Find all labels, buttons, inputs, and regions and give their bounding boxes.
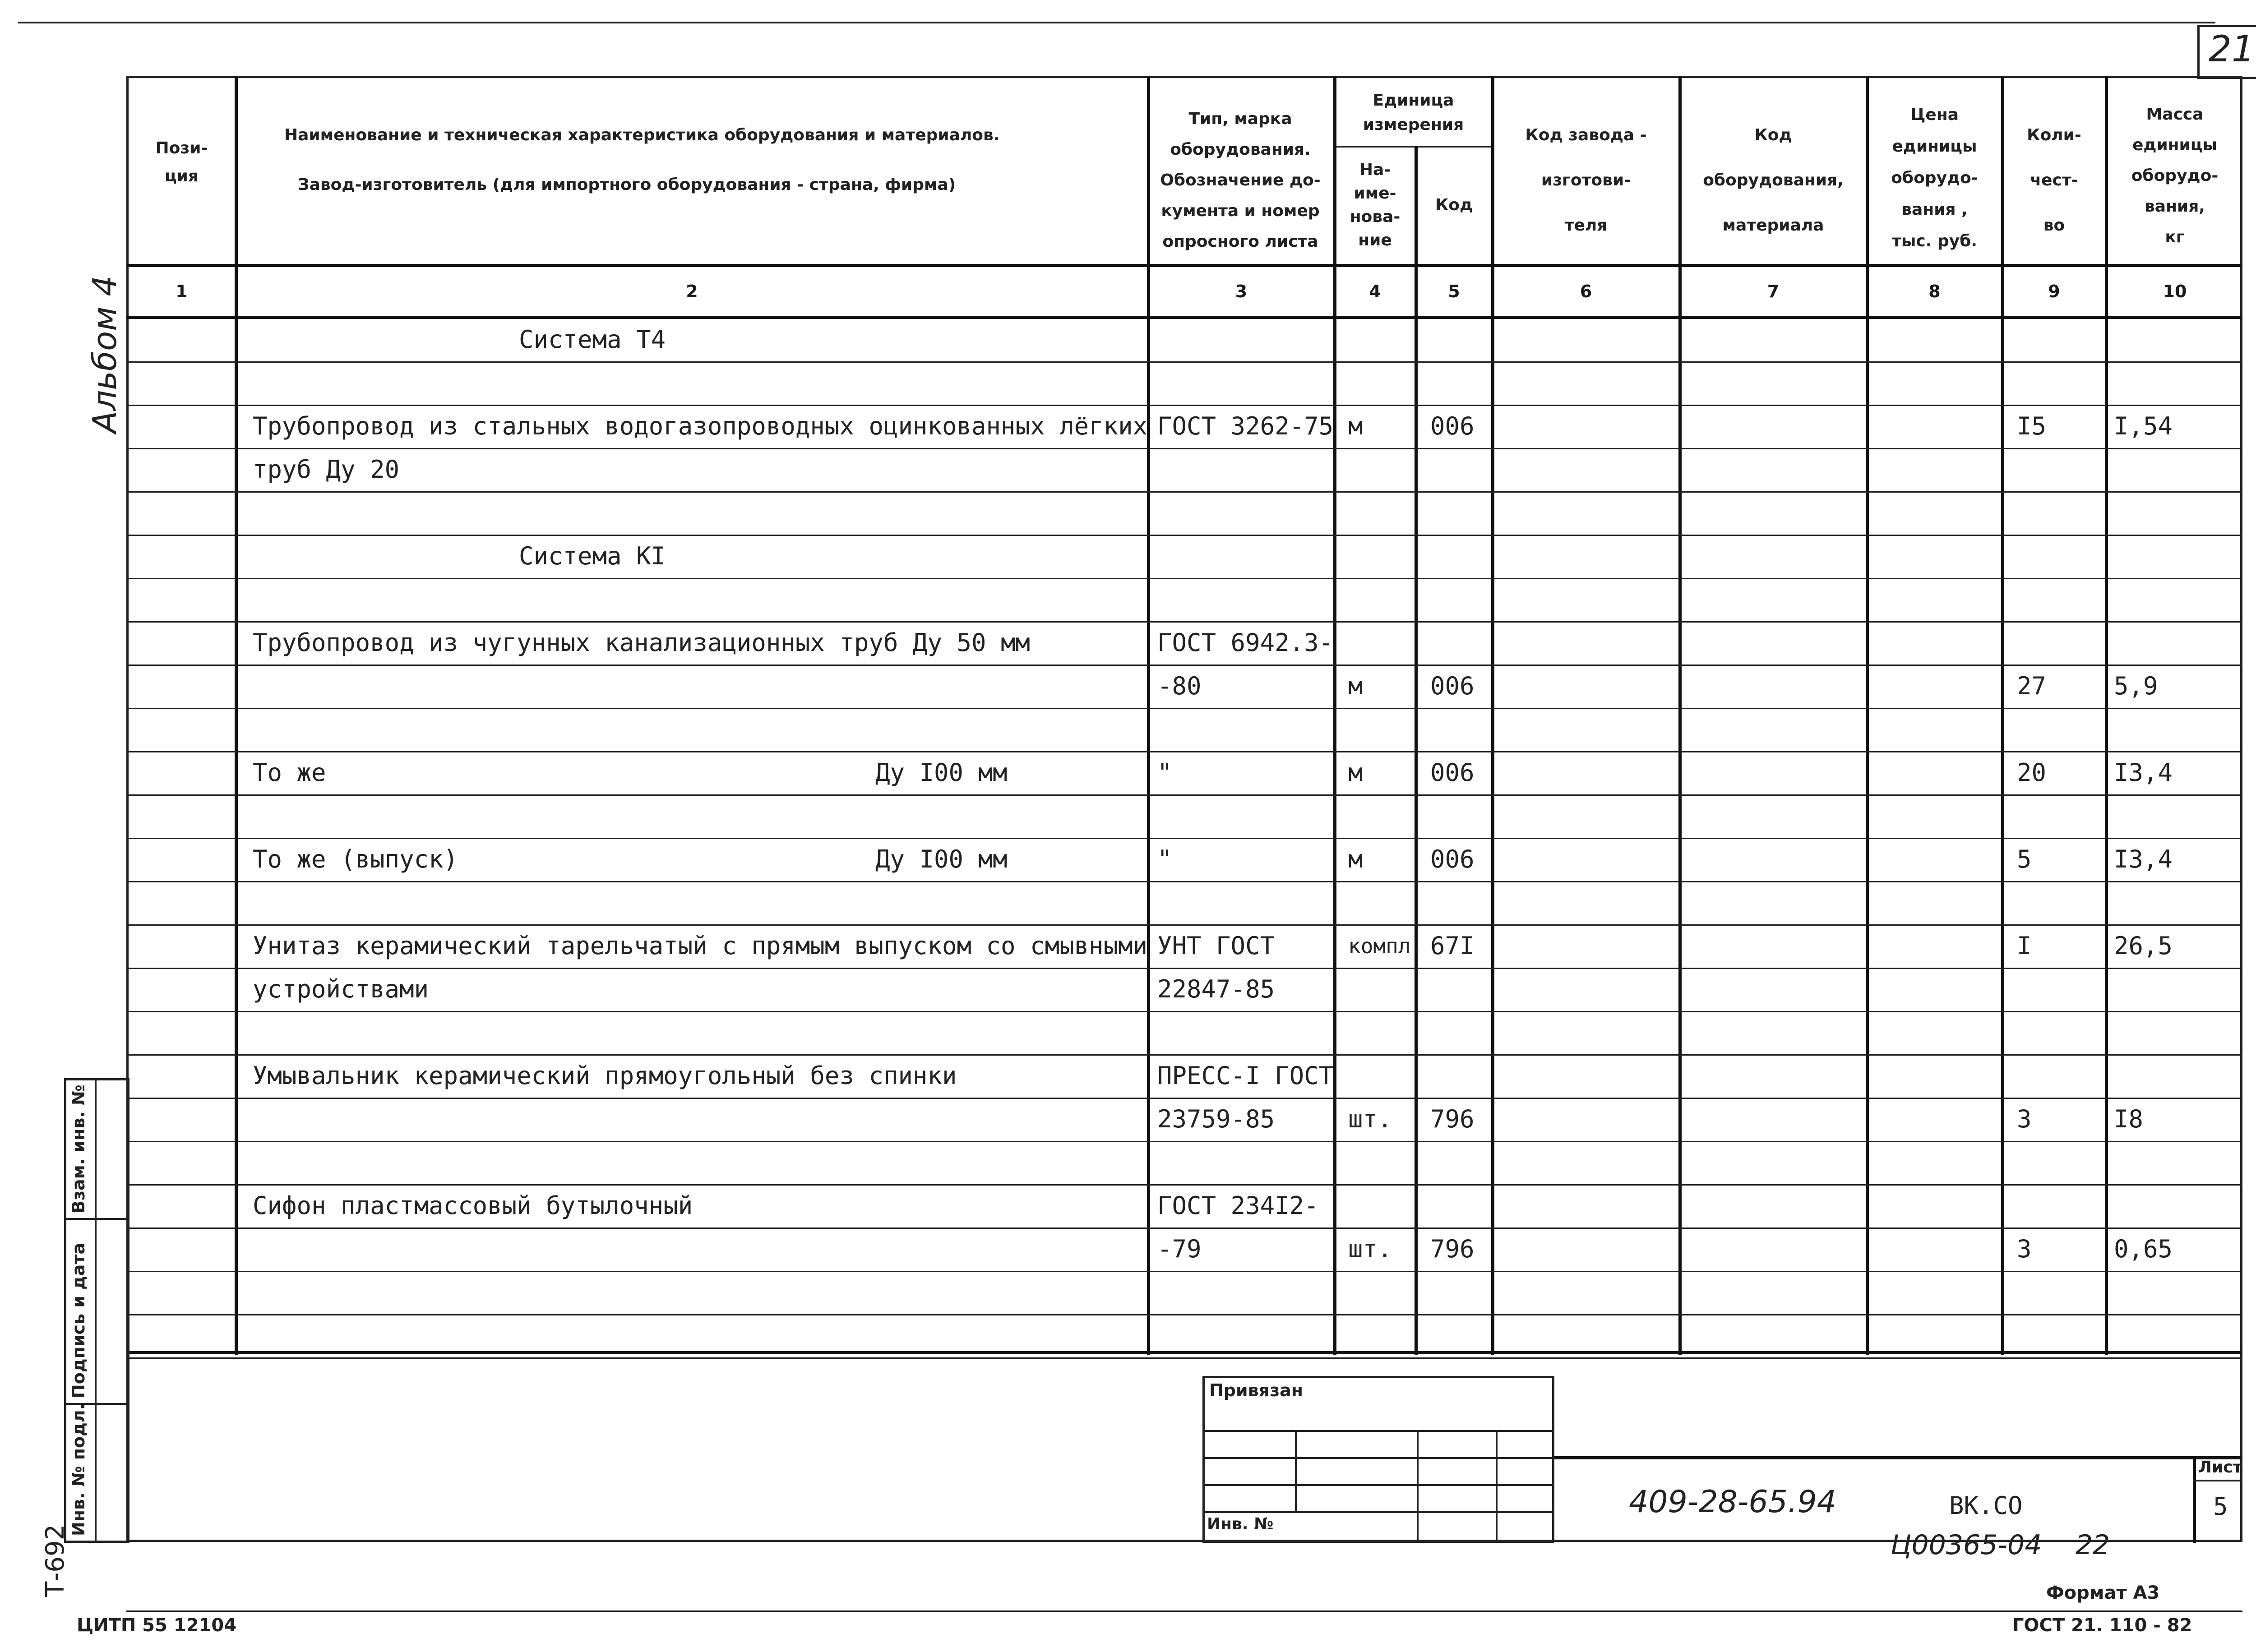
row-code: 006 (1430, 845, 1475, 873)
privyazan-line-2 (1202, 1457, 1554, 1459)
doc-number: 409-28-65.94 (1629, 1484, 1837, 1520)
inv-no-label: Инв. № (1207, 1515, 1274, 1533)
privyazan-vline-2 (1417, 1430, 1419, 1543)
row-name-right: Ду I00 мм (875, 845, 1008, 873)
table-row (126, 578, 2242, 621)
table-row (126, 794, 2242, 838)
row-mass: 26,5 (2114, 932, 2173, 960)
header-qty: Коли- чест- во (2027, 126, 2081, 235)
sheet-col-left (2193, 1456, 2196, 1543)
row-qty: 3 (2017, 1105, 2032, 1133)
header-name-line1: Наименование и техническая характеристика оборудования и материалов. (284, 126, 1000, 144)
privyazan-line-3 (1202, 1484, 1554, 1486)
row-qty: I5 (2017, 412, 2047, 440)
row-name-right: Ду I00 мм (875, 758, 1008, 787)
row-qty: I (2017, 932, 2032, 960)
row-code: 006 (1430, 758, 1475, 787)
row-type: УНТ ГОСТ (1157, 932, 1275, 960)
row-name: Трубопровод из стальных водогазопроводных оцинкованных лёгких (253, 412, 1148, 440)
row-unit: шт. (1348, 1105, 1392, 1133)
table-row (126, 491, 2242, 535)
col-number-4: 4 (1369, 281, 1381, 301)
row-type: -79 (1157, 1235, 1202, 1263)
handwritten-number: 22 (2076, 1529, 2110, 1561)
row-type: ПРЕСС-I ГОСТ (1157, 1061, 1334, 1090)
row-type: " (1157, 758, 1172, 787)
header-unit-code: Код (1435, 196, 1473, 214)
col-number-1: 1 (176, 281, 188, 301)
header-mass: Масса единицы оборудо- вания, кг (2131, 105, 2219, 246)
header-unit-group: Единица измерения (1363, 91, 1464, 134)
header-unit-name: На- име- нова- ние (1350, 161, 1401, 249)
row-unit: шт. (1348, 1235, 1392, 1263)
side-stamp-div-1 (64, 1218, 129, 1220)
row-name: Унитаз керамический тарельчатый с прямым выпуском со смывными (253, 932, 1148, 960)
row-mass: 0,65 (2114, 1235, 2173, 1263)
unit-group-divider (1333, 146, 1491, 148)
row-qty: 27 (2017, 672, 2047, 700)
citp-label: ЦИТП 55 12104 (77, 1615, 237, 1636)
header-equip-code: Код оборудования, материала (1703, 126, 1844, 235)
col-number-2: 2 (686, 281, 698, 301)
table-row (126, 881, 2242, 924)
row-code: 006 (1430, 412, 1475, 440)
corner-sheet-number: 21 (2209, 28, 2255, 70)
table-row (126, 751, 2242, 794)
row-mass: I,54 (2114, 412, 2173, 440)
header-bottom-line (126, 264, 2242, 267)
header-maker-code: Код завода - изготови- теля (1525, 126, 1647, 235)
row-type: 22847-85 (1157, 975, 1275, 1003)
row-code: 67I (1430, 932, 1475, 960)
row-name: труб Ду 20 (253, 455, 400, 484)
table-row (126, 708, 2242, 751)
col-number-9: 9 (2048, 281, 2060, 301)
side-stamp-mid (95, 1078, 97, 1543)
privyazan-vline-1 (1295, 1430, 1297, 1511)
table-row (126, 535, 2242, 578)
row-name: То же (253, 758, 326, 787)
sheet-label-divider (2193, 1480, 2242, 1481)
sheet-label: Лист (2198, 1458, 2242, 1477)
row-name: устройствами (253, 975, 429, 1003)
row-name: То же (выпуск) (253, 845, 458, 873)
header-name-line2: Завод-изготовитель (для импортного оборудования - страна, фирма) (298, 175, 956, 194)
row-name: Сифон пластмассовый бутылочный (253, 1191, 693, 1220)
privyazan-label: Привязан (1209, 1380, 1304, 1400)
row-mass: I3,4 (2114, 845, 2173, 873)
side-inv-podl: Инв. № подл. (69, 1403, 88, 1536)
row-type: " (1157, 845, 1172, 873)
row-type: 23759-85 (1157, 1105, 1275, 1133)
row-type: ГОСТ 6942.3- (1157, 628, 1334, 657)
table-row (126, 1271, 2242, 1314)
row-code: 796 (1430, 1105, 1475, 1133)
sheet-number: 5 (2213, 1492, 2228, 1521)
footer-line (126, 1610, 2242, 1612)
table-row (126, 361, 2242, 405)
col-number-5: 5 (1448, 281, 1460, 301)
row-type: -80 (1157, 672, 1202, 700)
row-divider (126, 1357, 2242, 1359)
table-row (126, 1141, 2242, 1184)
row-qty: 5 (2017, 845, 2032, 873)
row-name: Трубопровод из чугунных канализационных труб Ду 50 мм (253, 628, 1031, 657)
table-row (126, 448, 2242, 491)
table-row (126, 1011, 2242, 1054)
col-number-7: 7 (1767, 281, 1780, 301)
gost-label: ГОСТ 21. 110 - 82 (2012, 1615, 2192, 1636)
row-name: Система Т4 (519, 325, 666, 354)
row-unit: м (1348, 412, 1363, 440)
header-type: Тип, марка оборудования. Обозначение до- кумента и номер опросного листа (1160, 110, 1321, 251)
row-code: 006 (1430, 672, 1475, 700)
privyazan-vline-3 (1496, 1430, 1498, 1543)
row-qty: 3 (2017, 1235, 2032, 1263)
row-mass: I8 (2114, 1105, 2144, 1133)
col-number-3: 3 (1235, 281, 1248, 301)
handwritten-code: Ц00365-04 (1891, 1529, 2042, 1561)
row-qty: 20 (2017, 758, 2047, 787)
top-border-line (18, 22, 2215, 23)
row-unit: компл. (1348, 934, 1424, 958)
title-block-top (1554, 1456, 2242, 1459)
row-mass: 5,9 (2114, 672, 2158, 700)
col-number-10: 10 (2163, 281, 2187, 301)
col-number-8: 8 (1928, 281, 1941, 301)
side-podpis: Подпись и дата (69, 1242, 88, 1398)
side-vzam: Взам. инв. № (69, 1084, 88, 1214)
row-name: Умывальник керамический прямоугольный без спинки (253, 1061, 957, 1090)
t-number: Т-692 (41, 1524, 70, 1597)
header-position: Пози- ция (155, 139, 208, 185)
row-type: ГОСТ 3262-75 (1157, 412, 1334, 440)
row-unit: м (1348, 758, 1363, 787)
table-bottom-line (126, 1351, 2242, 1354)
row-unit: м (1348, 845, 1363, 873)
privyazan-line-4 (1202, 1511, 1554, 1513)
col-number-6: 6 (1580, 281, 1592, 301)
album-label: Альбом 4 (86, 275, 124, 433)
row-code: 796 (1430, 1235, 1475, 1263)
row-type: ГОСТ 234I2- (1157, 1191, 1319, 1220)
row-mass: I3,4 (2114, 758, 2173, 787)
format-label: Формат А3 (2046, 1583, 2160, 1603)
table-row (126, 318, 2242, 361)
row-name: Система КI (519, 542, 666, 570)
row-unit: м (1348, 672, 1363, 700)
doc-code: ВК.СО (1949, 1491, 2023, 1520)
header-price: Цена единицы оборудо- вания , тыс. руб. (1891, 106, 1978, 250)
privyazan-line-1 (1202, 1430, 1554, 1432)
